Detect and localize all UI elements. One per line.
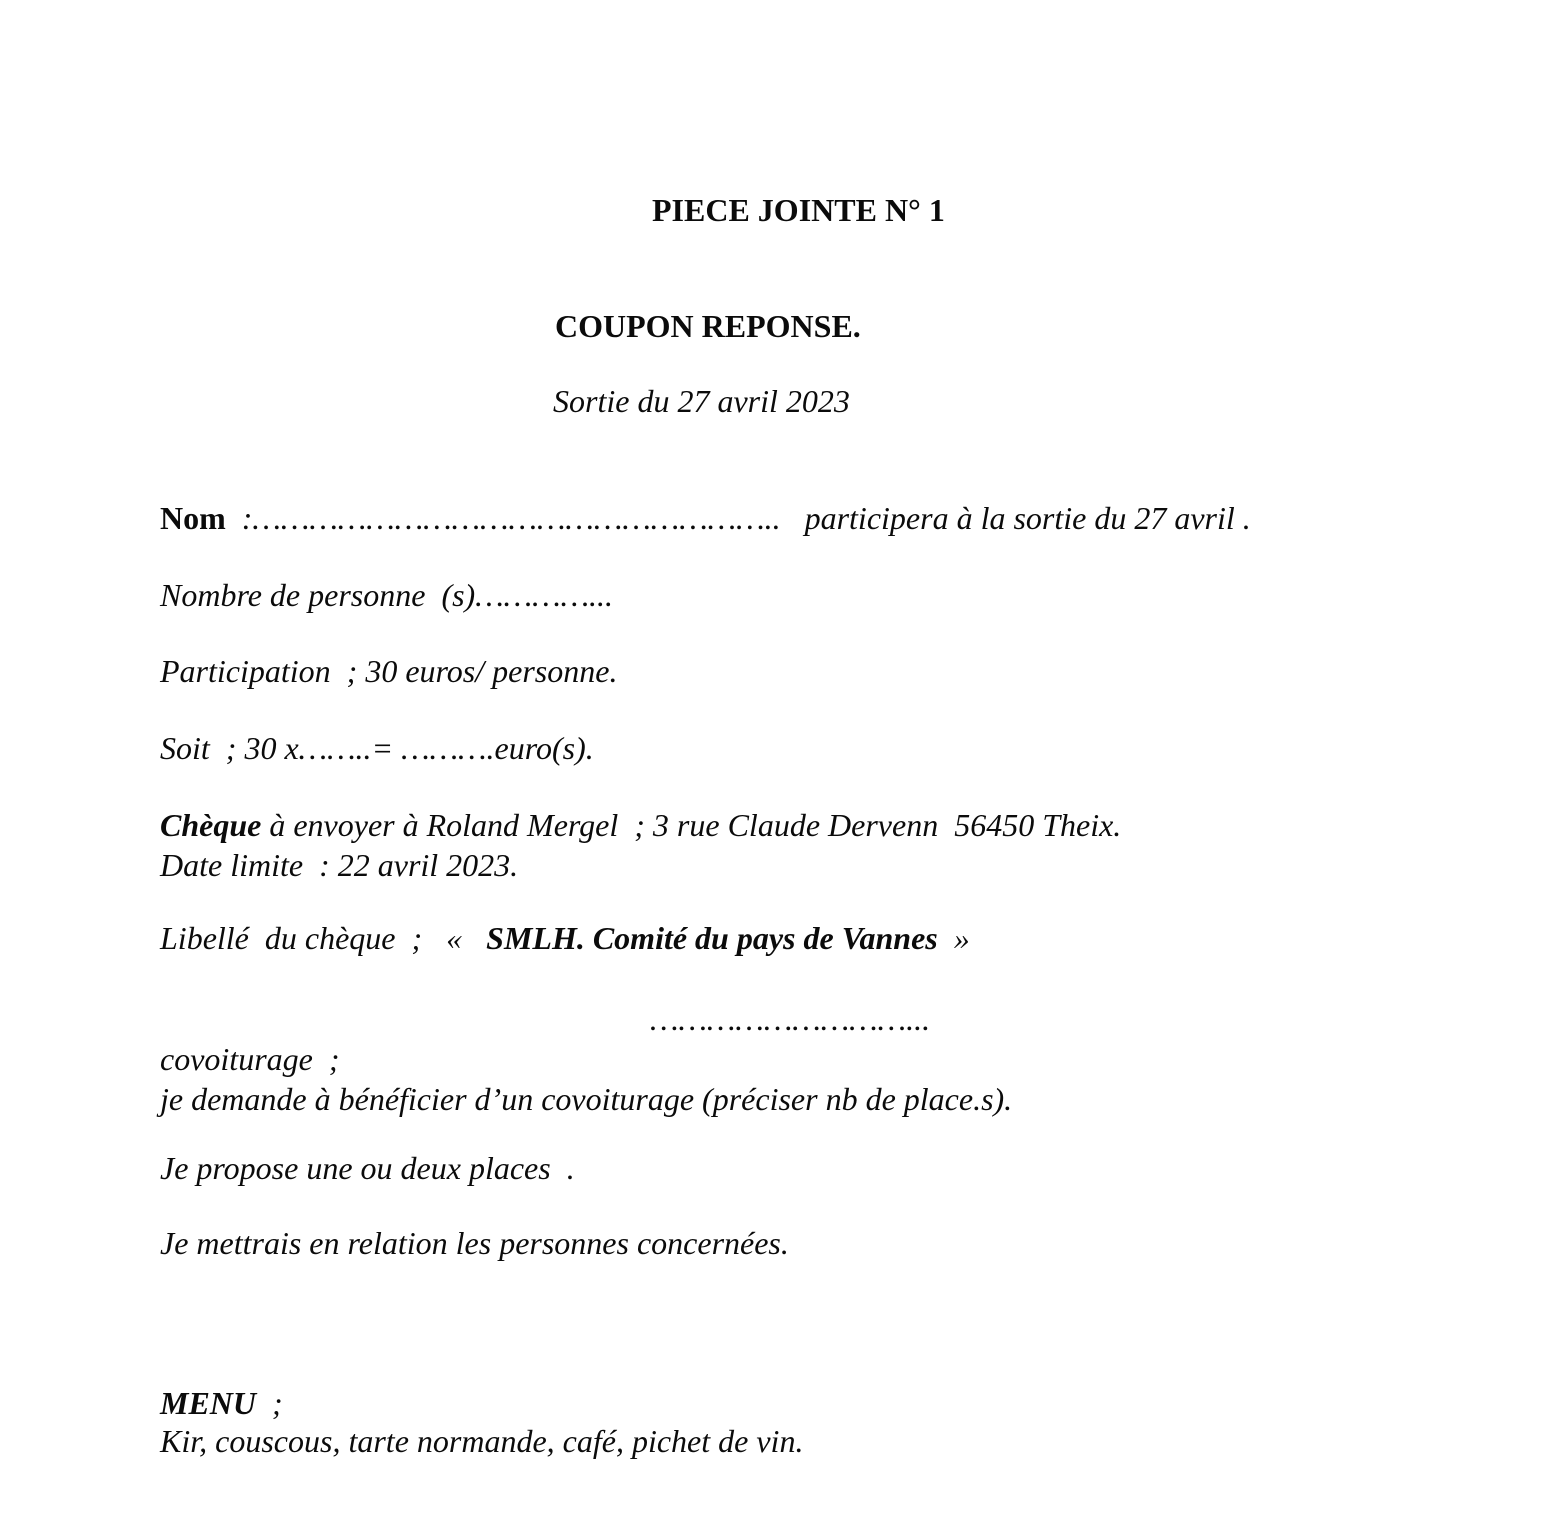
cheque-address-text: à envoyer à Roland Mergel ; 3 rue Claude Dervenn 56450 Theix. — [261, 807, 1122, 843]
covoiturage-heading-line: covoiturage ; — [160, 1041, 340, 1077]
menu-heading-line — [160, 1383, 283, 1423]
menu-items-line: Kir, couscous, tarte normande, café, pichet de vin. — [160, 1423, 804, 1459]
cheque-label: Chèque — [160, 807, 262, 843]
propose-places-line: Je propose une ou deux places . — [160, 1150, 575, 1186]
libelle-suffix: » — [937, 920, 970, 956]
covoiturage-request-line: je demande à bénéficier d’un covoiturage (préciser nb de place.s). — [160, 1081, 1013, 1117]
attachment-title: PIECE JOINTE N° 1 — [652, 192, 945, 228]
date-limite-line: Date limite : 22 avril 2023. — [160, 847, 519, 883]
libelle-prefix: Libellé du chèque ; « — [160, 920, 487, 956]
coupon-subtitle: COUPON REPONSE. — [555, 308, 861, 344]
participation-line: Participation ; 30 euros/ personne. — [160, 653, 618, 689]
menu-separator: ; — [256, 1385, 283, 1421]
nom-line — [160, 498, 1251, 538]
nom-label: Nom — [160, 500, 226, 536]
nom-dotted-blank: :……………………………………………….. — [225, 500, 781, 536]
event-date-line: Sortie du 27 avril 2023 — [553, 383, 850, 419]
menu-label: MENU — [160, 1385, 257, 1421]
dotted-blank-line: ………………………... — [650, 1001, 931, 1037]
cheque-line — [160, 805, 1121, 845]
nom-participation-text: participera à la sortie du 27 avril . — [780, 500, 1251, 536]
mise-en-relation-line: Je mettrais en relation les personnes concernées. — [160, 1225, 789, 1261]
libelle-payee-name: SMLH. Comité du pays de Vannes — [486, 920, 938, 956]
nombre-personnes-line: Nombre de personne (s)…………... — [160, 577, 614, 613]
soit-total-line: Soit ; 30 x……..= ……….euro(s). — [160, 730, 594, 766]
libelle-line — [160, 918, 970, 958]
